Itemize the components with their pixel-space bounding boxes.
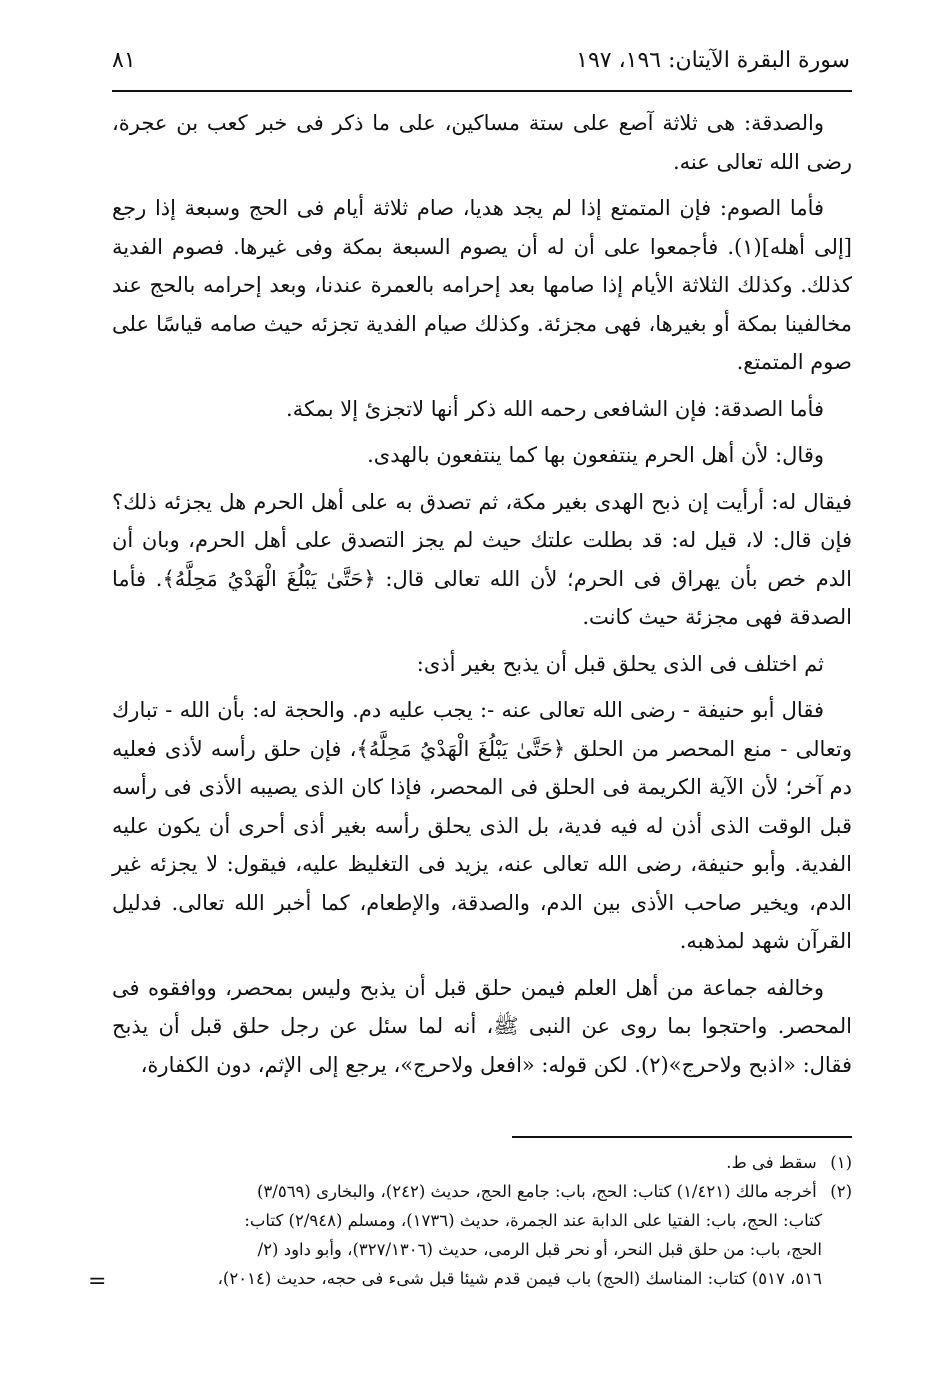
footnote-2-line: كتاب: الحج، باب: الفتيا على الدابة عند الجمرة، حديث (١٧٣٦)، ومسلم (٢/٩٤٨) كتاب:	[244, 1211, 822, 1230]
running-title: سورة البقرة الآيتان: ١٩٦، ١٩٧	[576, 48, 850, 73]
footnote-2-number: (٢)	[830, 1182, 852, 1201]
paragraph-abu-hanifa: فقال أبو حنيفة - رضى الله تعالى عنه -: يجب عليه دم. والحجة له: بأن الله - تبارك وتعالى - منع المحصر من الحلق ﴿حَتَّىٰ يَبْلُغَ الْهَدْيُ مَحِلَّهُ﴾، فإن حلق رأسه لأذى فعليه دم آخر؛ لأن الآية الكريمة فى الحلق فى المحصر، فإذا كان الذى يصيبه الأذى فى رأسه قبل الوقت الذى أذن له فيه فدية، بل الذى يحلق رأسه بغير أذى أحرى أن يكون عليه الفدية. وأبو حنيفة، رضى الله تعالى عنه، يزيد فى التغليظ عليه، فيقول: لا يجزئه غير الدم، ويخير صاحب الأذى بين الدم، والصدقة، والإطعام، كما أخبر الله تعالى. فدليل القرآن شهد لمذهبه.	[112, 698, 852, 953]
paragraph-shafii-reason: وقال: لأن أهل الحرم ينتفعون بها كما ينتفعون بالهدى.	[367, 443, 824, 467]
paragraph-charity: والصدقة: هى ثلاثة آصع على ستة مساكين، على ما ذكر فى خبر كعب بن عجرة، رضى الله تعالى عنه.	[112, 111, 852, 174]
footnote-1-number: (١)	[830, 1153, 852, 1172]
footnote-2-line: أخرجه مالك (١/٤٢١) كتاب: الحج، باب: جامع الحج، حديث (٢٤٢)، والبخارى (٣/٥٦٩)	[256, 1182, 817, 1201]
paragraph-rebuttal: فيقال له: أرأيت إن ذبح الهدى بغير مكة، ثم تصدق به على أهل الحرم هل يجزئه ذلك؟ فإن قال: لا، قيل له: قد بطلت علتك حيث لم يجز التصدق على أهل الحرم، وبان أن الدم خص بأن يهراق فى الحرم؛ لأن الله تعالى قال: ﴿حَتَّىٰ يَبْلُغَ الْهَدْيُ مَحِلَّهُ﴾. فأما الصدقة فهى مجزئة حيث كانت.	[112, 489, 852, 629]
page-number: ٨١	[112, 48, 136, 73]
paragraph-fasting: فأما الصوم: فإن المتمتع إذا لم يجد هديا، صام ثلاثة أيام فى الحج وسبعة إذا رجع [إلى أهله](١). فأجمعوا على أن له أن يصوم السبعة بمكة وفى غيرها. فصوم الفدية كذلك. وكذلك الثلاثة الأيام إذا صامها بعد إحرامه بالعمرة عندنا، وبعد إحرامه بالحج عند مخالفينا بمكة أو بغيرها، فهى مجزئة. وكذلك صيام الفدية تجزئه حيث صامه قياسًا على صوم المتمتع.	[112, 196, 852, 374]
paragraph-opponents: وخالفه جماعة من أهل العلم فيمن حلق قبل أن يذبح وليس بمحصر، ووافقوه فى المحصر. واحتجوا بما روى عن النبى ﷺ، أنه لما سئل عن رجل حلق قبل أن يذبح فقال: «اذبح ولاحرج»(٢). لكن قوله: «افعل ولاحرج»، يرجع إلى الإثم، دون الكفارة،	[112, 975, 852, 1077]
header-rule	[112, 90, 852, 92]
footnote-2-line: ٥١٦، ٥١٧) كتاب: المناسك (الحج) باب فيمن قدم شيئا قبل شىء فى حجه، حديث (٢٠١٤)،	[217, 1269, 822, 1288]
footnote-2	[112, 1177, 852, 1206]
footnote-2-line: الحج، باب: من حلق قبل النحر، أو نحر قبل الرمى، حديث (٣٢٧/١٣٠٦)، وأبو داود (٢/	[257, 1240, 822, 1259]
page-header	[112, 44, 850, 90]
continuation-mark: =	[88, 1269, 107, 1294]
paragraph-shafii: فأما الصدقة: فإن الشافعى رحمه الله ذكر أنها لاتجزئ إلا بمكة.	[286, 396, 824, 421]
footnote-rule	[512, 1136, 852, 1138]
paragraph-disagreement: ثم اختلف فى الذى يحلق قبل أن يذبح بغير أذى:	[416, 651, 824, 676]
footnotes	[112, 1148, 852, 1293]
main-text	[112, 104, 852, 1092]
footnote-1-text: سقط فى ط.	[726, 1153, 817, 1172]
footnote-1	[112, 1148, 852, 1177]
